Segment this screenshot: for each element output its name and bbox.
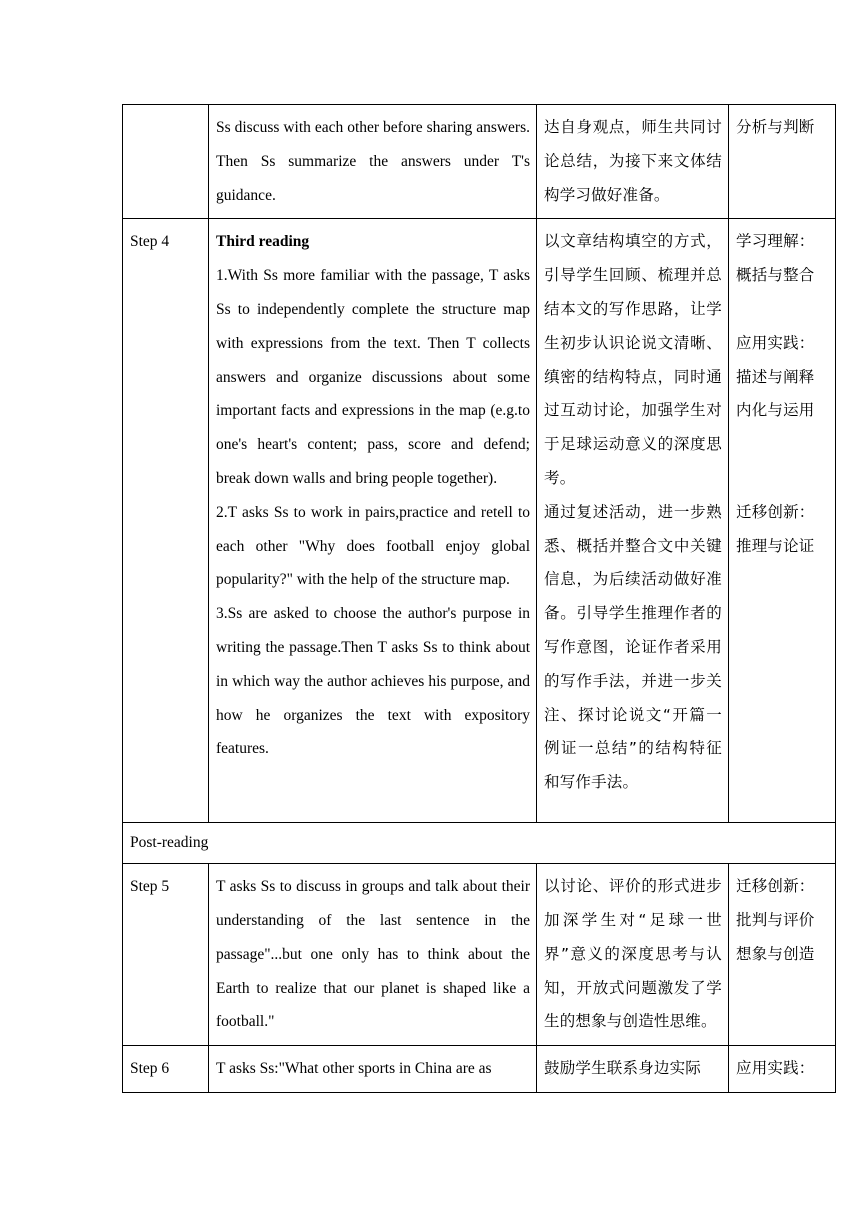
ability-cell: 迁移创新： 批判与评价 想象与创造 [729,864,836,1046]
step-cell: Step 4 [123,219,209,823]
section-heading: Third reading [216,233,310,251]
activity-paragraph: 3.Ss are asked to choose the author's purpose in writing the passage.Then T asks Ss to think about in which way the author achieves his purpose, and how he organizes the text with expository features. [216,605,530,758]
table-row [123,1046,836,1093]
purpose-paragraph: 通过复述活动，进一步熟悉、概括并整合文中关键信息，为后续活动做好准备。引导学生推理作者的写作意图，论证作者采用的写作手法，并进一步关注、探讨论说文“开篇一例证一总结”的结构特征和写作手法。 [544,502,722,792]
step-cell: Step 5 [123,864,209,1046]
ability-cell: 学习理解： 概括与整合 应用实践： 描述与阐释 内化与运用 迁移创新： 推理与论证 [729,219,836,823]
activity-cell: T asks Ss:"What other sports in China are as [209,1046,537,1093]
activity-paragraph: 2.T asks Ss to work in pairs,practice and retell to each other "Why does football enjoy global popularity?" with the help of the structure map. [216,503,530,589]
activity-paragraph: 1.With Ss more familiar with the passage, T asks Ss to independently complete the structure map with expressions from the text. Then T collects answers and organize discussions about some important facts and expressions in the map (e.g.to one's heart's content; pass, score and defend; break down walls and bring people together). [216,267,530,487]
purpose-cell: 达自身观点，师生共同讨论总结，为接下来文体结构学习做好准备。 [537,105,729,219]
activity-cell: Ss discuss with each other before sharing answers. Then Ss summarize the answers under T's guidance. [209,105,537,219]
activity-cell [209,219,537,823]
purpose-cell: 鼓励学生联系身边实际 [537,1046,729,1093]
table-row [123,105,836,219]
table-row [123,823,836,864]
ability-cell: 分析与判断 [729,105,836,219]
lesson-plan-table [122,104,836,1093]
step-cell [123,105,209,219]
purpose-cell: 以讨论、评价的形式进步加深学生对“足球一世界”意义的深度思考与认知，开放式问题激发了学生的想象与创造性思维。 [537,864,729,1046]
purpose-paragraph: 以文章结构填空的方式，引导学生回顾、梳理并总结本文的写作思路，让学生初步认识论说文清晰、缜密的结构特点，同时通过互动讨论，加强学生对于足球运动意义的深度思考。 [544,232,722,487]
ability-cell: 应用实践： [729,1046,836,1093]
activity-cell: T asks Ss to discuss in groups and talk about their understanding of the last sentence in the passage"...but one only has to think about the Earth to realize that our planet is shaped like a football." [209,864,537,1046]
table-row [123,864,836,1046]
table-row [123,219,836,823]
purpose-cell [537,219,729,823]
section-label: Post-reading [123,823,836,864]
step-cell: Step 6 [123,1046,209,1093]
